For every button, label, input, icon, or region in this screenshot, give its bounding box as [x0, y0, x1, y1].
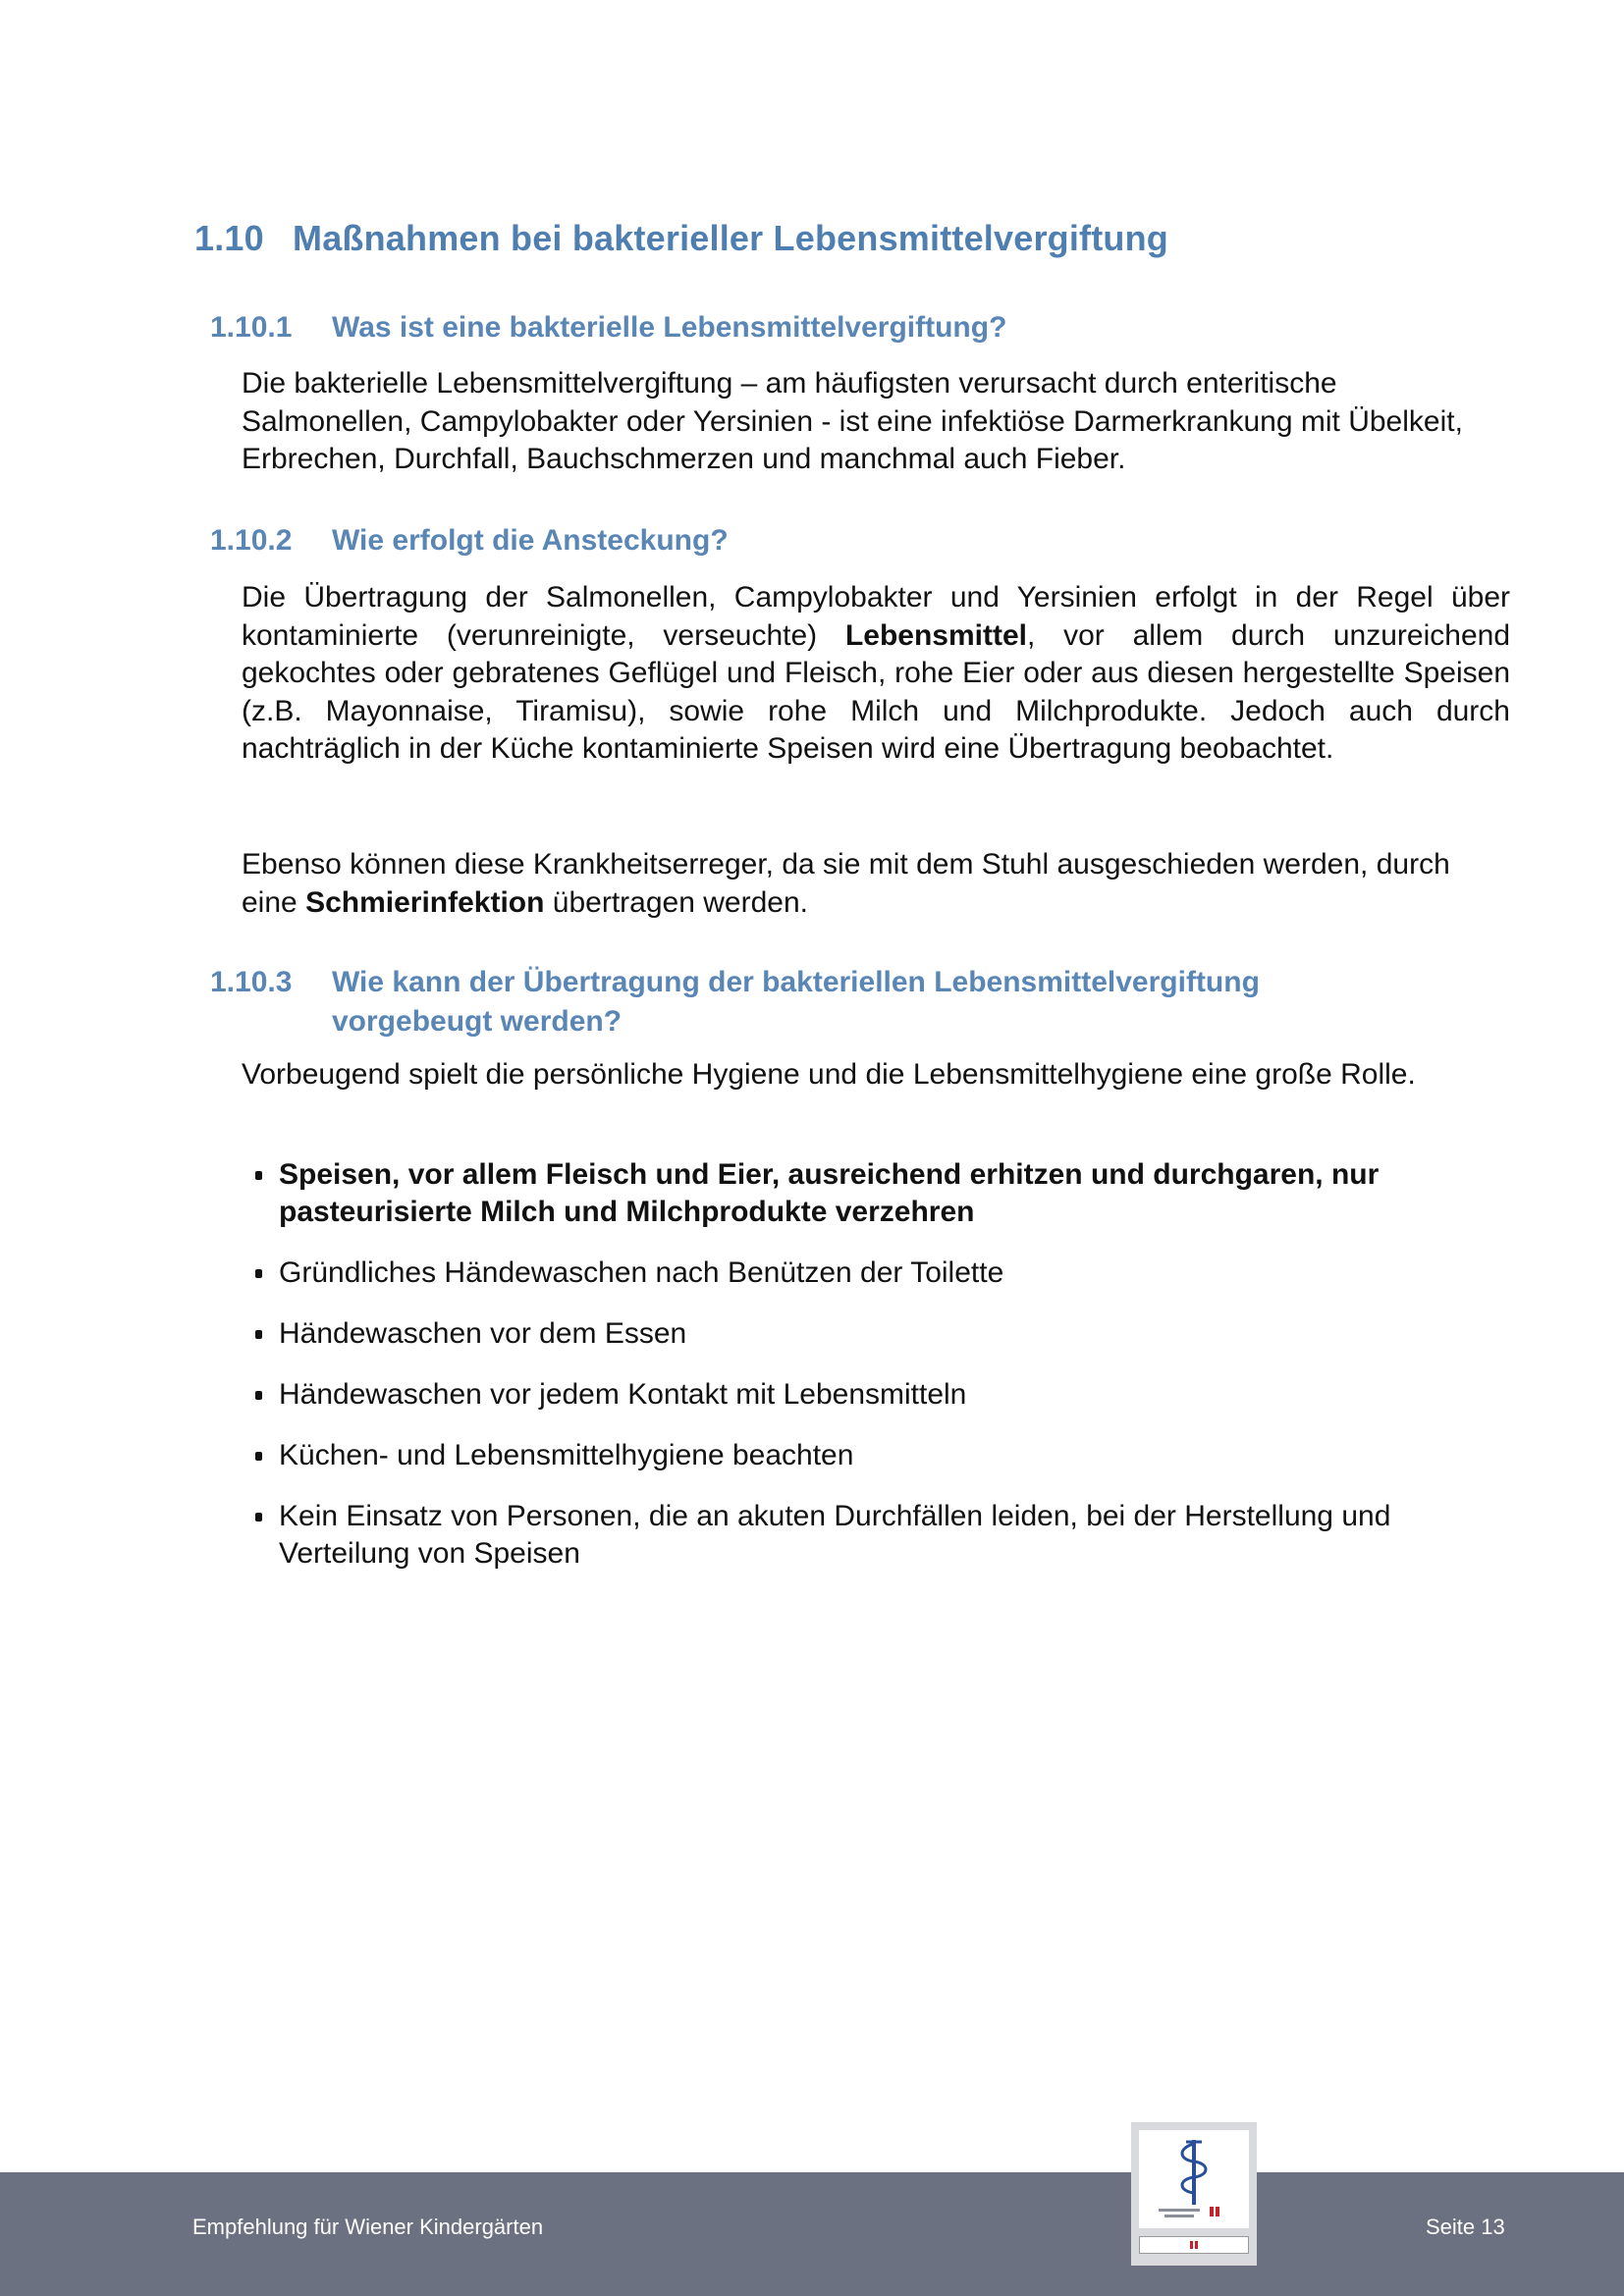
section-heading: [194, 218, 1168, 259]
text-run: , vor allem durch unzureichend gekochtes oder gebratenes Geflügel und Fleisch, rohe Eier oder aus diesen hergestellte Speisen (z.B. Mayonnaise, Tiramisu), sowie rohe Milch und Milchprodukte. Jedoch auch durch nachträglich in der Küche kontaminierte Speisen wird eine Übertragung beobachtet.: [242, 618, 1511, 765]
paragraph-definition: Die bakterielle Lebensmittelvergiftung – am häufigsten verursacht durch enteritische Salmonellen, Campylobakter oder Yersinien - ist eine infektiöse Darmerkrankung mit Übelkeit, Erbrechen, Durchfall, Bauchschmerzen und manchmal auch Fieber.: [242, 367, 1463, 475]
staff-of-asclepius-icon: [1139, 2130, 1249, 2228]
prevention-list: [255, 1156, 1522, 1596]
vienna-crest-icon: [1140, 2237, 1248, 2253]
list-item: Händewaschen vor jedem Kontakt mit Lebensmitteln: [255, 1376, 1522, 1414]
logo-banner: [1139, 2236, 1249, 2254]
list-item: Händewaschen vor dem Essen: [255, 1315, 1522, 1353]
subsection-title-line1: Wie kann der Übertragung der bakteriellen Lebensmittelvergiftung: [332, 966, 1260, 998]
list-item: Gründliches Händewaschen nach Benützen der Toilette: [255, 1255, 1522, 1292]
bold-term-lebensmittel: Lebensmittel: [844, 618, 1027, 652]
footer-title: Empfehlung für Wiener Kindergärten: [192, 2215, 544, 2239]
bold-term-schmierinfektion: Schmierinfektion: [305, 885, 545, 919]
subsection-heading-3: [210, 963, 1260, 1041]
paragraph-transmission: [242, 579, 1510, 769]
bullet-icon: [255, 1269, 262, 1278]
subsection-title-line2: vorgebeugt werden?: [332, 1005, 623, 1038]
logo: [1139, 2130, 1249, 2228]
section-title: Maßnahmen bei bakterieller Lebensmittelvergiftung: [293, 218, 1168, 258]
bullet-icon: [255, 1452, 262, 1461]
subsection-heading-1: [210, 308, 1006, 347]
list-item: Küchen- und Lebensmittelhygiene beachten: [255, 1437, 1522, 1474]
paragraph-smear-infection: [242, 846, 1510, 922]
text-run: Die Übertragung der Salmonellen, Campylobakter und Yersinien erfolgt in der Regel über kontaminierte (verunreinigte, verseuchte): [242, 581, 1510, 652]
subsection-heading-2: [210, 521, 729, 561]
subsection-number: 1.10.3: [210, 966, 293, 998]
bullet-icon: [255, 1330, 262, 1339]
subsection-title: Was ist eine bakterielle Lebensmittelvergiftung?: [332, 311, 1007, 344]
bullet-icon: [255, 1391, 262, 1400]
paragraph-prevention-intro: Vorbeugend spielt die persönliche Hygiene und die Lebensmittelhygiene eine große Rolle.: [242, 1058, 1416, 1091]
bullet-icon: [255, 1171, 262, 1180]
page-number: Seite 13: [1426, 2215, 1505, 2239]
text-run: Ebenso können diese Krankheitserreger, da sie mit dem Stuhl ausgeschieden werden, durch eine: [242, 848, 1450, 919]
subsection-number: 1.10.2: [210, 524, 293, 557]
text-run: übertragen werden.: [544, 885, 808, 919]
list-item: Speisen, vor allem Fleisch und Eier, ausreichend erhitzen und durchgaren, nur pasteurisierte Milch und Milchprodukte verzehren: [255, 1156, 1522, 1231]
subsection-title: Wie erfolgt die Ansteckung?: [332, 524, 729, 557]
list-item: Kein Einsatz von Personen, die an akuten Durchfällen leiden, bei der Herstellung und Verteilung von Speisen: [255, 1498, 1522, 1573]
section-number: 1.10: [194, 218, 264, 258]
subsection-number: 1.10.1: [210, 311, 293, 344]
bullet-icon: [255, 1513, 262, 1522]
